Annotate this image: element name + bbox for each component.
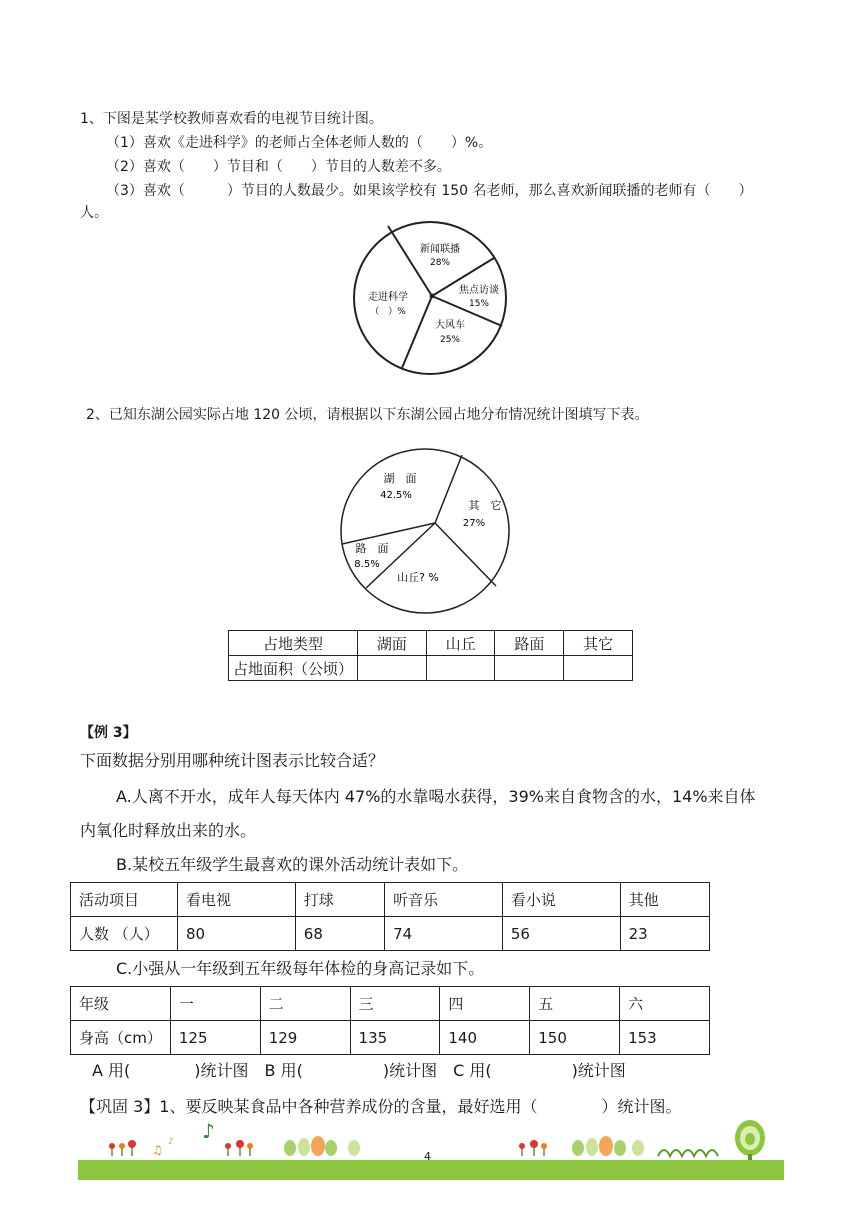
flower-icon: [236, 1140, 244, 1156]
pie1-divider: [388, 226, 432, 296]
tv-program-pie-chart: [350, 218, 510, 378]
q1-item2: （2）喜欢（ ）节目和（ ）节目的人数差不多。: [106, 159, 451, 175]
tree-icon: [284, 1136, 360, 1156]
pie2-slice-label: 路 面: [355, 542, 389, 555]
table-header-cell: 五: [530, 987, 620, 1021]
example3-a-line2: 内氧化时释放出来的水。: [80, 821, 257, 840]
pie2-divider: [342, 523, 435, 544]
height-table: [70, 986, 710, 1055]
example3-question: 下面数据分别用哪种统计图表示比较合适？: [80, 751, 385, 770]
pie1-slice-value: （ ）%: [370, 307, 406, 317]
pie2-divider: [435, 523, 496, 586]
example3-b-text: B.某校五年级学生最喜欢的课外活动统计表如下。: [116, 855, 469, 874]
example3-c-text: C.小强从一年级到五年级每年体检的身高记录如下。: [116, 959, 485, 978]
pie1-slice-label: 走进科学: [368, 292, 408, 303]
pie1-slice-value: 28%: [429, 258, 451, 268]
grass-icon: [658, 1150, 718, 1156]
q1-item3: （3）喜欢（ ）节目的人数最少。如果该学校有 150 名老师，那么喜欢新闻联播的老师有（ ）: [106, 183, 753, 199]
flower-icon: [530, 1140, 538, 1156]
table-header-cell: 年级: [71, 987, 171, 1021]
flower-icon: [225, 1143, 231, 1156]
example3-a-line1: A.人离不开水，成年人每天体内 47%的水靠喝水获得，39%来自食物含的水，14%来自体: [116, 787, 756, 806]
pie1-slice-value: 25%: [439, 335, 461, 345]
table-row: [229, 656, 633, 681]
table-header-cell: 二: [260, 987, 350, 1021]
flower-icon: [119, 1143, 125, 1156]
table-header-cell: 山丘: [426, 631, 495, 656]
table-header-cell: 其他: [620, 883, 709, 917]
tree-icon: [572, 1136, 644, 1156]
flower-icon: [541, 1143, 547, 1156]
answer-cell[interactable]: [358, 656, 427, 681]
table-header-cell: 听音乐: [385, 883, 503, 917]
table-row: [71, 917, 710, 951]
pie1-slice-label: 新闻联播: [420, 244, 460, 255]
table-header-cell: 四: [440, 987, 530, 1021]
consolidation-question: 【巩固 3】1、要反映某食品中各种营养成份的含量，最好选用（ ）统计图。: [80, 1097, 682, 1116]
table-cell: 68: [295, 917, 384, 951]
table-cell: 80: [178, 917, 296, 951]
table-header-cell: 路面: [495, 631, 564, 656]
table-row: [71, 1021, 710, 1055]
example3-answer-line: A 用( )统计图 B 用( )统计图 C 用( )统计图: [92, 1061, 626, 1080]
q1-intro: 1、下图是某学校教师喜欢看的电视节目统计图。: [80, 111, 383, 127]
table-cell: 74: [385, 917, 503, 951]
answer-cell[interactable]: [495, 656, 564, 681]
pie2-slice-value: 42.5%: [380, 490, 412, 501]
table-row: [71, 883, 710, 917]
q1-item1: （1）喜欢《走进科学》的老师占全体老师人数的（ ）%。: [106, 135, 493, 151]
pie2-divider: [435, 455, 462, 523]
table-header-cell: 打球: [295, 883, 384, 917]
table-header-cell: 活动项目: [71, 883, 178, 917]
footer-decoration: [78, 1118, 784, 1164]
answer-cell[interactable]: [564, 656, 633, 681]
flower-icon: [128, 1140, 136, 1156]
pie1-center: [430, 294, 435, 299]
pie2-slice-label: 山丘? %: [397, 571, 439, 584]
table-cell: 人数 （人）: [71, 917, 178, 951]
table-header-cell: 其它: [564, 631, 633, 656]
table-row: [71, 987, 710, 1021]
table-cell: 125: [170, 1021, 260, 1055]
pie2-slice-label: 其 它: [468, 499, 502, 512]
table-cell: 153: [620, 1021, 710, 1055]
land-area-table: [228, 630, 633, 681]
table-header-cell: 三: [350, 987, 440, 1021]
music-note-icon: ♫: [152, 1143, 163, 1157]
flower-icon: [247, 1143, 253, 1156]
table-cell: 135: [350, 1021, 440, 1055]
page-number: 4: [424, 1150, 431, 1163]
flower-icon: [519, 1143, 525, 1156]
table-header-cell: 一: [170, 987, 260, 1021]
pie1-slice-label: 焦点访谈: [459, 285, 499, 296]
table-header-cell: 看电视: [178, 883, 296, 917]
answer-cell[interactable]: [426, 656, 495, 681]
pie1-divider: [402, 296, 432, 368]
footer-bar: [78, 1160, 784, 1180]
table-header-cell: 湖面: [358, 631, 427, 656]
pie1-slice-value: 15%: [468, 299, 490, 309]
q2-intro: 2、已知东湖公园实际占地 120 公顷，请根据以下东湖公园占地分布情况统计图填写下表。: [86, 407, 649, 423]
park-land-pie-chart: [338, 446, 512, 620]
pie2-outline: [341, 449, 509, 613]
table-header-cell: 看小说: [502, 883, 620, 917]
table-cell: 140: [440, 1021, 530, 1055]
music-note-icon: ♪: [168, 1137, 174, 1147]
music-note-icon: ♪: [202, 1119, 215, 1143]
table-cell: 23: [620, 917, 709, 951]
table-header-cell: 占地类型: [229, 631, 358, 656]
table-cell: 身高（cm）: [71, 1021, 171, 1055]
table-header-cell: 六: [620, 987, 710, 1021]
pie1-slice-label: 大风车: [435, 320, 465, 331]
pie2-slice-label: 湖 面: [383, 472, 417, 485]
table-row-label: 占地面积（公顷）: [229, 656, 358, 681]
tree-icon: [735, 1120, 765, 1160]
table-row: [229, 631, 633, 656]
table-cell: 150: [530, 1021, 620, 1055]
q1-item3-cont: 人。: [80, 205, 108, 221]
pie2-slice-value: 27%: [462, 518, 486, 529]
flower-icon: [109, 1143, 115, 1156]
pie2-slice-value: 8.5%: [354, 559, 380, 570]
table-cell: 56: [502, 917, 620, 951]
table-cell: 129: [260, 1021, 350, 1055]
activity-table: [70, 882, 710, 951]
example3-heading: 【例 3】: [80, 725, 137, 741]
